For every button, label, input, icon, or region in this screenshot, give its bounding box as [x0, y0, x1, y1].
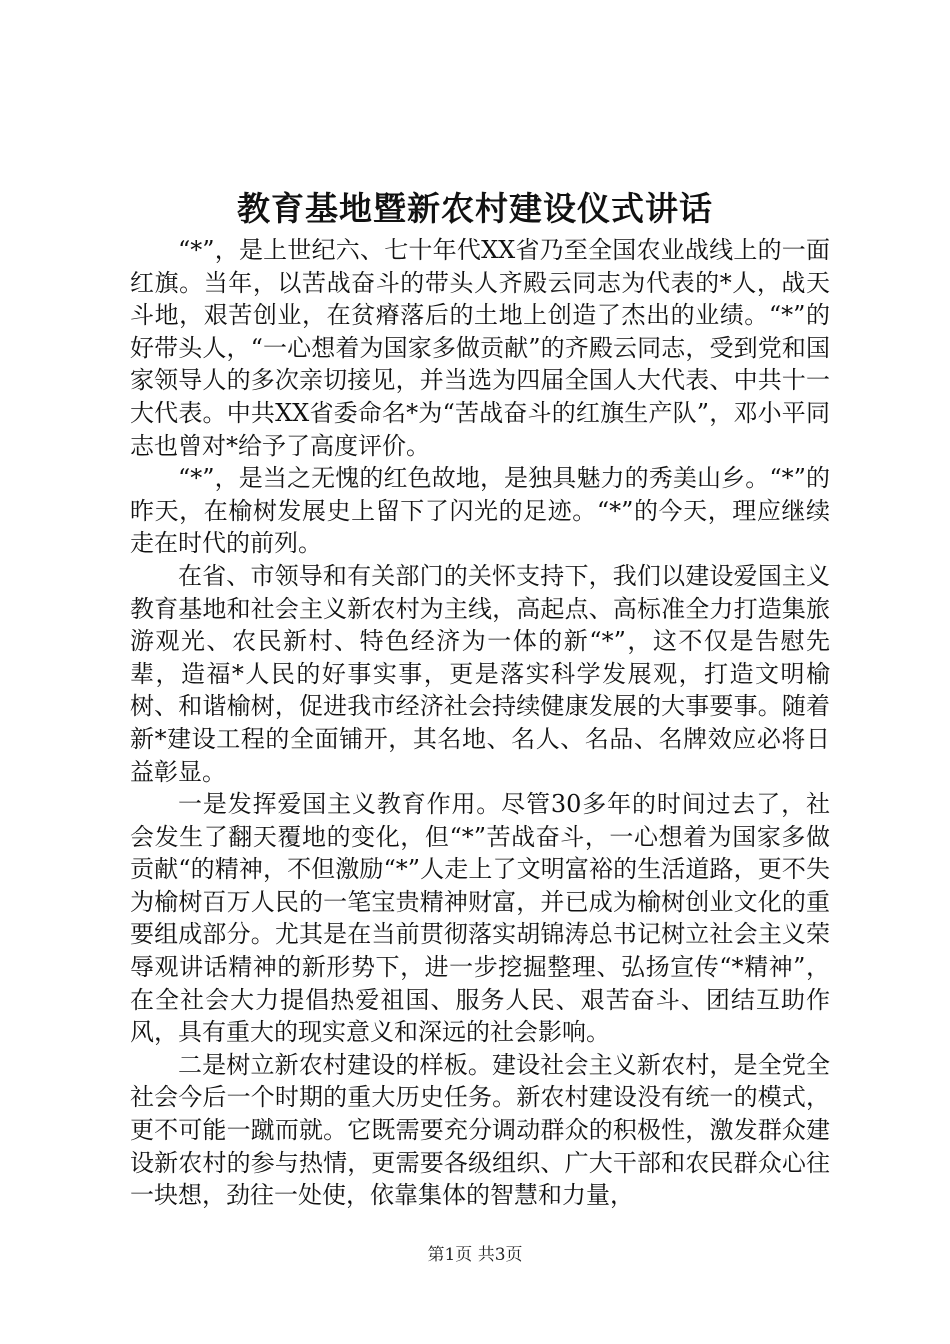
document-title: 教育基地暨新农村建设仪式讲话 [237, 189, 713, 228]
page-number-footer: 第1页 共3页 [427, 1245, 523, 1265]
body-paragraph-5: 二是树立新农村建设的样板。建设社会主义新农村，是全党全社会今后一个时期的重大历史任务。新农村建设没有统一的模式，更不可能一蹴而就。它既需要充分调动群众的积极性，激发群众建设新农村的参与热情，更需要各级组织、广大干部和农民群众心往一块想，劲往一处使，依靠集体的智慧和力量， [130, 1050, 830, 1210]
body-paragraph-3: 在省、市领导和有关部门的关怀支持下，我们以建设爱国主义教育基地和社会主义新农村为主线，高起点、高标准全力打造集旅游观光、农民新村、特色经济为一体的新“*”，这不仅是告慰先辈，造福*人民的好事实事，更是落实科学发展观，打造文明榆树、和谐榆树，促进我市经济社会持续健康发展的大事要事。随着新*建设工程的全面铺开，其名地、名人、名品、名牌效应必将日益彰显。 [130, 561, 830, 786]
document-body [130, 234, 830, 1212]
body-paragraph-4: 一是发挥爱国主义教育作用。尽管30多年的时间过去了，社会发生了翻天覆地的变化，但“*”苦战奋斗，一心想着为国家多做贡献“的精神，不但激励“*”人走上了文明富裕的生活道路，更不失为榆树百万人民的一笔宝贵精神财富，并已成为榆树创业文化的重要组成部分。尤其是在当前贯彻落实胡锦涛总书记树立社会主义荣辱观讲话精神的新形势下，进一步挖掘整理、弘扬宣传“*精神”，在全社会大力提倡热爱祖国、服务人民、艰苦奋斗、团结互助作风，具有重大的现实意义和深远的社会影响。 [130, 790, 830, 1047]
body-paragraph-2: “*”，是当之无愧的红色故地，是独具魅力的秀美山乡。“*”的昨天，在榆树发展史上留下了闪光的足迹。“*”的今天，理应继续走在时代的前列。 [130, 464, 830, 558]
body-paragraph-1: “*”，是上世纪六、七十年代XX省乃至全国农业战线上的一面红旗。当年，以苦战奋斗的带头人齐殿云同志为代表的*人，战天斗地，艰苦创业，在贫瘠落后的土地上创造了杰出的业绩。“*”的好带头人，“一心想着为国家多做贡献”的齐殿云同志，受到党和国家领导人的多次亲切接见，并当选为四届全国人大代表、中共十一大代表。中共XX省委命名*为“苦战奋斗的红旗生产队”，邓小平同志也曾对*给予了高度评价。 [130, 236, 830, 460]
